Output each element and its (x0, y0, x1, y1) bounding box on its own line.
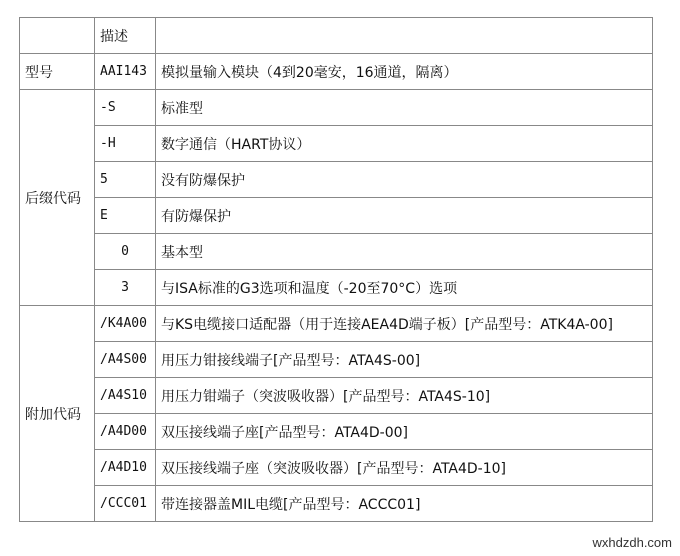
option-label: 附加代码 (20, 306, 95, 522)
option-row (20, 306, 653, 342)
header-desc-cell: 描述 (95, 18, 156, 54)
option-code: /A4S00 (95, 342, 156, 378)
option-desc: 带连接器盖MIL电缆[产品型号：ACCC01] (156, 486, 653, 522)
option-row (20, 342, 653, 378)
model-row (20, 54, 653, 90)
option-desc: 用压力钳接线端子[产品型号：ATA4S-00] (156, 342, 653, 378)
model-code: AAI143 (95, 54, 156, 90)
suffix-row (20, 198, 653, 234)
option-row (20, 378, 653, 414)
option-code: /A4D10 (95, 450, 156, 486)
option-code: /CCC01 (95, 486, 156, 522)
option-desc: 用压力钳端子（突波吸收器）[产品型号：ATA4S-10] (156, 378, 653, 414)
suffix-row (20, 90, 653, 126)
option-desc: 与KS电缆接口适配器（用于连接AEA4D端子板）[产品型号：ATK4A-00] (156, 306, 653, 342)
suffix-code: 5 (95, 162, 156, 198)
suffix-desc: 没有防爆保护 (156, 162, 653, 198)
suffix-code: E (95, 198, 156, 234)
option-desc: 双压接线端子座（突波吸收器）[产品型号：ATA4D-10] (156, 450, 653, 486)
watermark: wxhdzdh.com (592, 535, 672, 550)
suffix-row (20, 270, 653, 306)
option-row (20, 486, 653, 522)
option-code: /A4S10 (95, 378, 156, 414)
suffix-desc: 与ISA标准的G3选项和温度（-20至70°C）选项 (156, 270, 653, 306)
option-row (20, 414, 653, 450)
model-label: 型号 (20, 54, 95, 90)
suffix-label: 后缀代码 (20, 90, 95, 306)
suffix-row (20, 162, 653, 198)
suffix-row (20, 126, 653, 162)
suffix-code: -H (95, 126, 156, 162)
suffix-desc: 基本型 (156, 234, 653, 270)
spec-table (19, 17, 653, 522)
option-code: /K4A00 (95, 306, 156, 342)
option-code: /A4D00 (95, 414, 156, 450)
suffix-code: -S (95, 90, 156, 126)
option-row (20, 450, 653, 486)
header-empty-cell (20, 18, 95, 54)
header-row (20, 18, 653, 54)
suffix-desc: 数字通信（HART协议） (156, 126, 653, 162)
suffix-desc: 标准型 (156, 90, 653, 126)
option-desc: 双压接线端子座[产品型号：ATA4D-00] (156, 414, 653, 450)
header-empty-cell (156, 18, 653, 54)
model-desc: 模拟量输入模块（4到20毫安，16通道，隔离） (156, 54, 653, 90)
suffix-code: 3 (95, 270, 156, 306)
suffix-row (20, 234, 653, 270)
suffix-code: 0 (95, 234, 156, 270)
suffix-desc: 有防爆保护 (156, 198, 653, 234)
